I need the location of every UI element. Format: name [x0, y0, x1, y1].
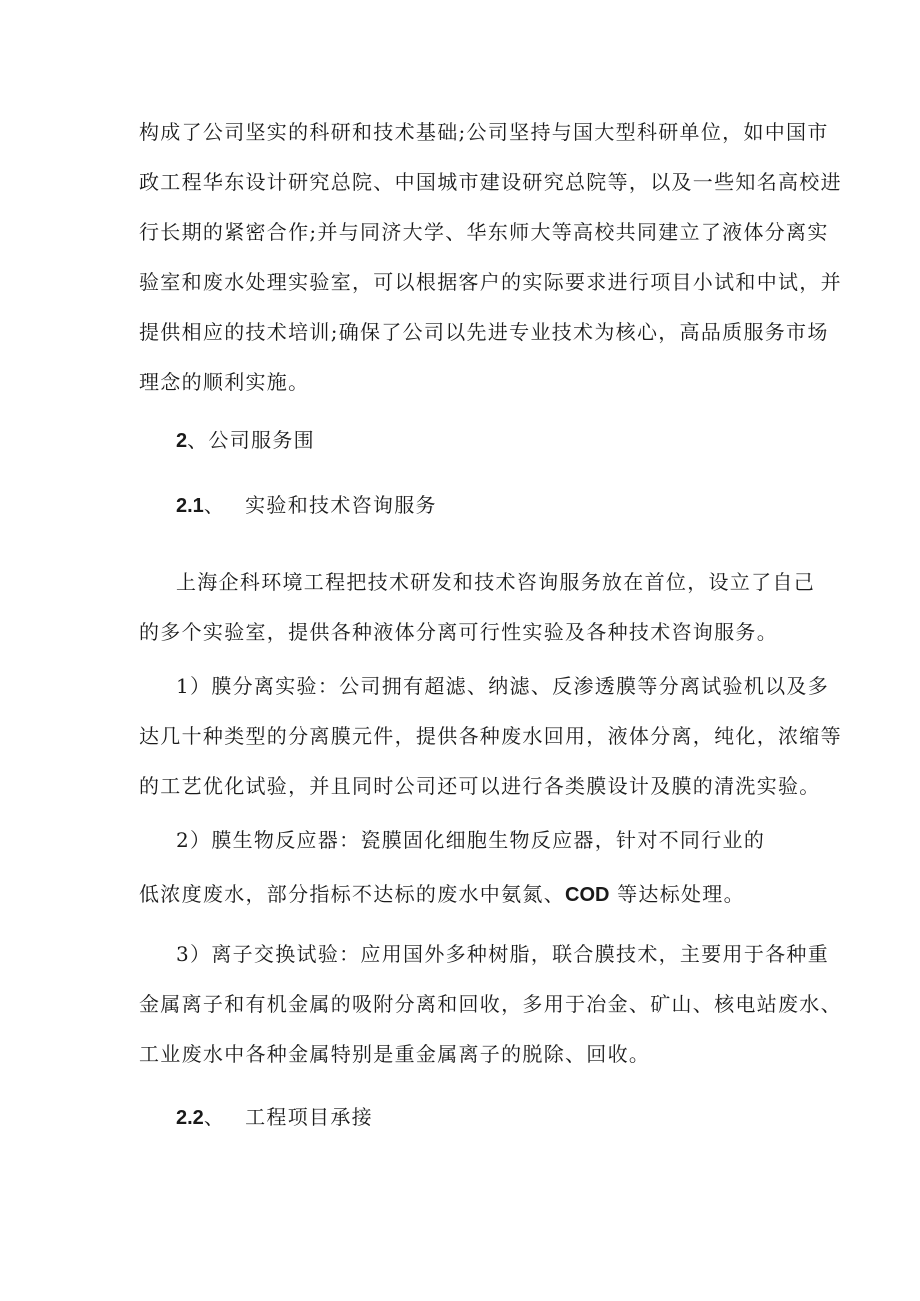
text-line: 工业废水中各种金属特别是重金属离子的脱除、回收。	[139, 1042, 651, 1066]
heading-title: 工程项目承接	[245, 1105, 373, 1129]
heading-number: 2.1	[176, 495, 204, 517]
text-line: 行长期的紧密合作;并与同济大学、华东师大等高校共同建立了液体分离实	[139, 220, 829, 244]
text-segment: 等达标处理。	[609, 882, 745, 906]
heading-number: 2	[176, 430, 188, 452]
heading-title: 实验和技术咨询服务	[245, 493, 437, 517]
heading-section-2-1	[176, 491, 437, 520]
text-line: 3）离子交换试验：应用国外多种树脂，联合膜技术，主要用于各种重	[176, 942, 830, 966]
text-line: 的多个实验室，提供各种液体分离可行性实验及各种技术咨询服务。	[139, 620, 778, 644]
text-line: 上海企科环境工程把技术研发和技术咨询服务放在首位，设立了自己	[176, 570, 815, 594]
text-line: 达几十种类型的分离膜元件，提供各种废水回用，液体分离，纯化，浓缩等	[139, 724, 842, 748]
text-line: 的工艺优化试验，并且同时公司还可以进行各类膜设计及膜的清洗实验。	[139, 774, 821, 798]
heading-separator: 、	[203, 1105, 226, 1129]
text-line: 1）膜分离实验：公司拥有超滤、纳滤、反渗透膜等分离试验机以及多	[176, 674, 830, 698]
heading-title: 、公司服务围	[187, 428, 315, 452]
text-line: 构成了公司坚实的科研和技术基础;公司坚持与国大型科研单位，如中国市	[139, 120, 829, 144]
text-segment: 低浓度废水，部分指标不达标的废水中氨氮、	[139, 882, 565, 906]
heading-section-2-2	[176, 1103, 373, 1132]
heading-separator: 、	[203, 493, 226, 517]
text-line: 2）膜生物反应器：瓷膜固化细胞生物反应器，针对不同行业的	[176, 828, 766, 852]
heading-number: 2.2	[176, 1107, 204, 1129]
text-line: 金属离子和有机金属的吸附分离和回收，多用于冶金、矿山、核电站废水、	[139, 992, 842, 1016]
text-line	[139, 880, 745, 909]
cod-term: COD	[565, 884, 610, 906]
text-line: 提供相应的技术培训;确保了公司以先进专业技术为核心，高品质服务市场	[139, 320, 829, 344]
text-line: 理念的顺利实施。	[139, 370, 310, 394]
text-line: 政工程华东设计研究总院、中国城市建设研究总院等，以及一些知名高校进	[139, 170, 842, 194]
text-line: 验室和废水处理实验室，可以根据客户的实际要求进行项目小试和中试，并	[139, 270, 842, 294]
heading-section-2	[176, 426, 315, 455]
